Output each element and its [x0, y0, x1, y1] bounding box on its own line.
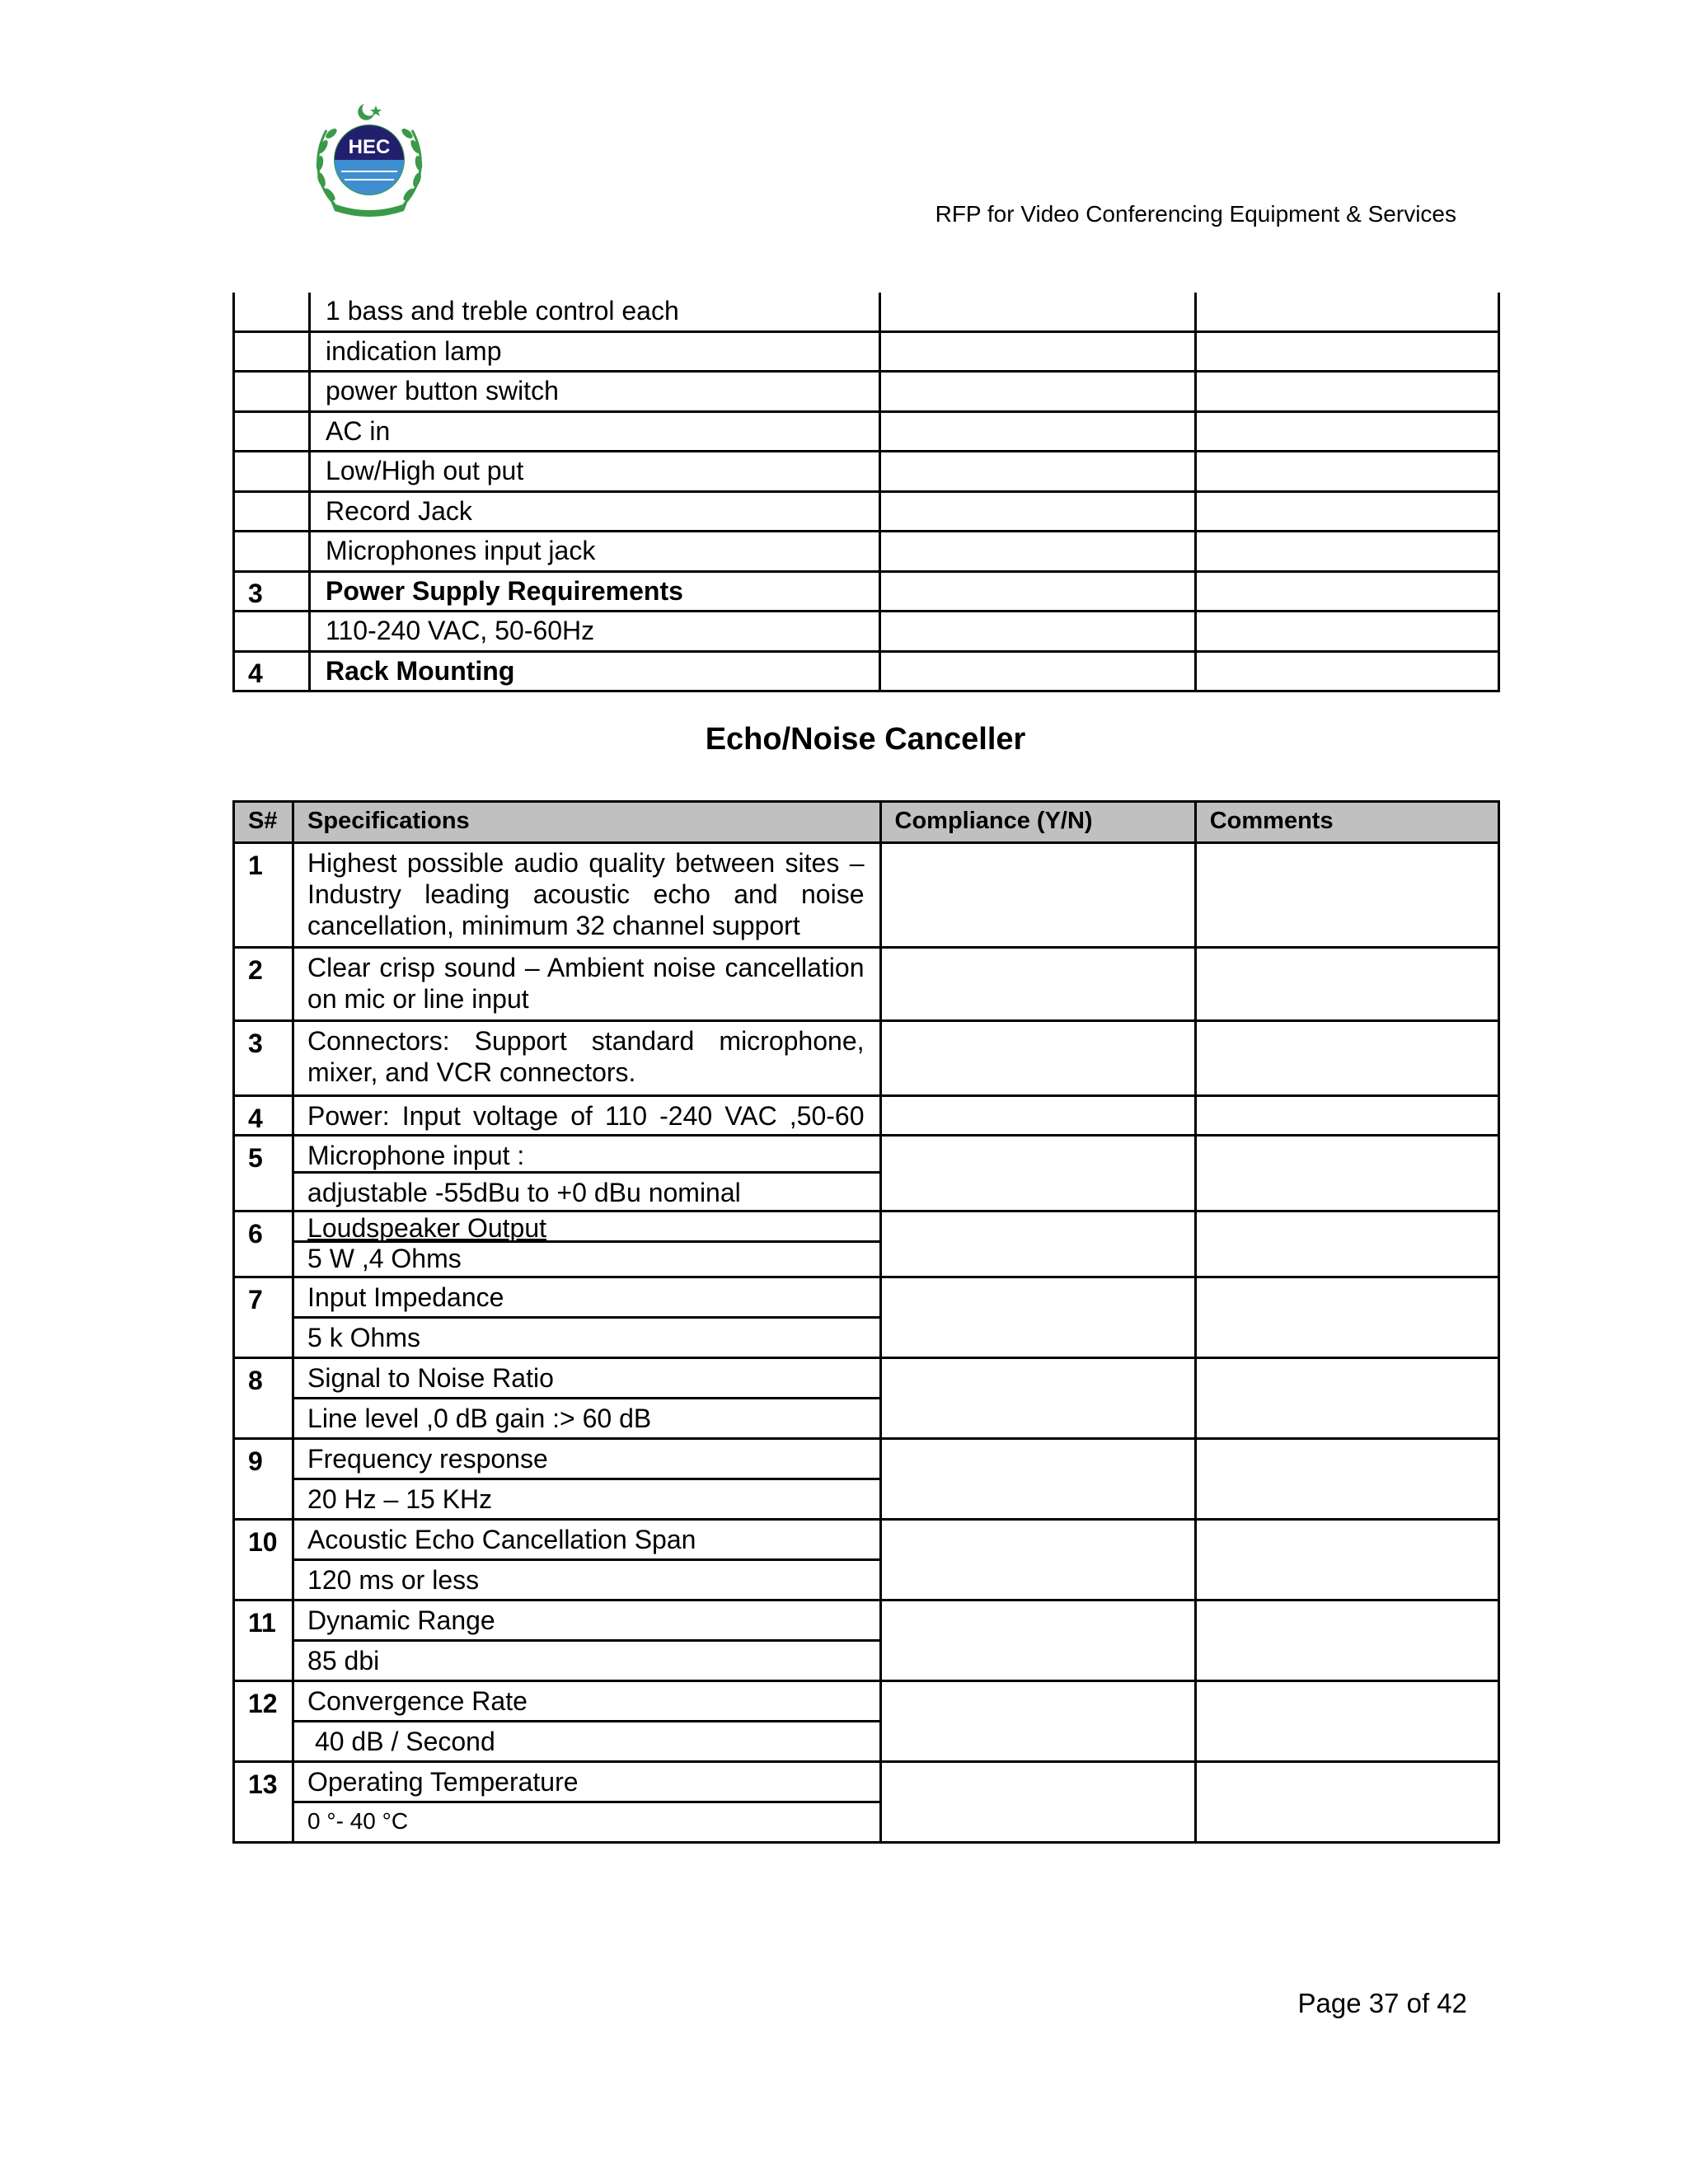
table-row — [234, 293, 1499, 331]
compliance-cell[interactable] — [880, 1681, 1195, 1762]
spec-heading-cell: Power Supply Requirements — [310, 571, 880, 612]
comments-cell[interactable] — [1195, 1021, 1498, 1096]
table-row — [234, 1520, 1499, 1560]
spec-label-cell: Microphone input : — [293, 1136, 880, 1173]
column-header-comments: Comments — [1195, 802, 1498, 843]
comments-cell[interactable] — [1195, 843, 1498, 948]
spec-cell: Connectors: Support standard microphone, mixer, and VCR connectors. — [293, 1021, 880, 1096]
comments-cell[interactable] — [1195, 1520, 1498, 1601]
spec-value-cell: Line level ,0 dB gain :> 60 dB — [293, 1399, 880, 1439]
table-row — [234, 411, 1499, 452]
spec-label-cell: Acoustic Echo Cancellation Span — [293, 1520, 880, 1560]
sn-cell — [234, 532, 310, 572]
spec-cell: AC in — [310, 411, 880, 452]
table-row — [234, 452, 1499, 492]
spec-cell: 110-240 VAC, 50-60Hz — [310, 612, 880, 652]
table-row — [234, 1096, 1499, 1136]
comments-cell[interactable] — [1195, 532, 1498, 572]
hec-logo-icon — [307, 97, 432, 223]
comments-cell[interactable] — [1195, 1762, 1498, 1843]
spec-cell: Clear crisp sound – Ambient noise cancellation on mic or line input — [293, 948, 880, 1021]
spec-value-cell: adjustable -55dBu to +0 dBu nominal — [293, 1173, 880, 1212]
compliance-cell[interactable] — [880, 1762, 1195, 1843]
compliance-cell[interactable] — [880, 331, 1195, 372]
compliance-cell[interactable] — [880, 1212, 1195, 1277]
column-header-compliance: Compliance (Y/N) — [880, 802, 1195, 843]
spec-cell: Low/High out put — [310, 452, 880, 492]
sn-cell: 12 — [234, 1681, 293, 1762]
comments-cell[interactable] — [1195, 452, 1498, 492]
compliance-cell[interactable] — [880, 532, 1195, 572]
table-row — [234, 948, 1499, 1021]
sn-cell — [234, 411, 310, 452]
document-header — [824, 201, 1648, 227]
compliance-cell[interactable] — [880, 452, 1195, 492]
section-title: Echo/Noise Canceller — [705, 722, 1026, 757]
sn-cell: 2 — [234, 948, 293, 1021]
table-row — [234, 1212, 1499, 1242]
table-row — [234, 1681, 1499, 1722]
spec-cell: Microphones input jack — [310, 532, 880, 572]
column-header-sn: S# — [234, 802, 293, 843]
spec-label-cell: Loudspeaker Output — [293, 1212, 880, 1242]
spec-value-cell: 20 Hz – 15 KHz — [293, 1479, 880, 1520]
spec-value-cell: 85 dbi — [293, 1641, 880, 1681]
comments-cell[interactable] — [1195, 651, 1498, 691]
spec-value-cell: 5 W ,4 Ohms — [293, 1242, 880, 1277]
compliance-cell[interactable] — [880, 1358, 1195, 1439]
sn-cell: 4 — [234, 1096, 293, 1136]
sn-cell: 6 — [234, 1212, 293, 1277]
compliance-cell[interactable] — [880, 571, 1195, 612]
spec-value-cell: 120 ms or less — [293, 1560, 880, 1601]
comments-cell[interactable] — [1195, 293, 1498, 331]
compliance-cell[interactable] — [880, 651, 1195, 691]
table-header-row — [234, 802, 1499, 843]
compliance-cell[interactable] — [880, 843, 1195, 948]
spec-value-cell: 0 °- 40 °C — [293, 1802, 880, 1843]
compliance-cell[interactable] — [880, 1277, 1195, 1358]
spec-heading-cell: Rack Mounting — [310, 651, 880, 691]
spec-label-cell: Convergence Rate — [293, 1681, 880, 1722]
table-row — [234, 1021, 1499, 1096]
column-header-specifications: Specifications — [293, 802, 880, 843]
spec-label-cell: Frequency response — [293, 1439, 880, 1479]
table-row — [234, 651, 1499, 691]
table-row — [234, 612, 1499, 652]
comments-cell[interactable] — [1195, 948, 1498, 1021]
spec-label-cell: Input Impedance — [293, 1277, 880, 1318]
comments-cell[interactable] — [1195, 1358, 1498, 1439]
spec-cell: indication lamp — [310, 331, 880, 372]
sn-cell: 5 — [234, 1136, 293, 1212]
comments-cell[interactable] — [1195, 1439, 1498, 1520]
document-header-title: RFP for Video Conferencing Equipment & Services — [935, 201, 1456, 227]
comments-cell[interactable] — [1195, 571, 1498, 612]
compliance-cell[interactable] — [880, 948, 1195, 1021]
sn-cell — [234, 331, 310, 372]
sn-cell: 11 — [234, 1601, 293, 1681]
table-row — [234, 843, 1499, 948]
compliance-cell[interactable] — [880, 1136, 1195, 1212]
compliance-cell[interactable] — [880, 1439, 1195, 1520]
table-row — [234, 331, 1499, 372]
sn-cell: 9 — [234, 1439, 293, 1520]
comments-cell[interactable] — [1195, 491, 1498, 532]
sn-cell — [234, 293, 310, 331]
spec-cell: Highest possible audio quality between sites – Industry leading acoustic echo and noise cancellation, minimum 32 channel support — [293, 843, 880, 948]
sn-cell: 13 — [234, 1762, 293, 1843]
spec-value-cell: 40 dB / Second — [293, 1722, 880, 1762]
comments-cell[interactable] — [1195, 1136, 1498, 1212]
table-row — [234, 491, 1499, 532]
audio-mixer-spec-table — [232, 293, 1500, 692]
sn-cell: 3 — [234, 1021, 293, 1096]
table-row — [234, 571, 1499, 612]
compliance-cell[interactable] — [880, 612, 1195, 652]
sn-cell: 3 — [234, 571, 310, 612]
table-row — [234, 532, 1499, 572]
table-row — [234, 1601, 1499, 1641]
sn-cell: 4 — [234, 651, 310, 691]
table-row — [234, 1358, 1499, 1399]
spec-label-cell: Operating Temperature — [293, 1762, 880, 1802]
compliance-cell[interactable] — [880, 1601, 1195, 1681]
sn-cell: 8 — [234, 1358, 293, 1439]
table-row — [234, 372, 1499, 412]
sn-cell: 7 — [234, 1277, 293, 1358]
table-row — [234, 1277, 1499, 1318]
comments-cell[interactable] — [1195, 411, 1498, 452]
spec-cell: 1 bass and treble control each — [310, 293, 880, 331]
spec-label-cell: Dynamic Range — [293, 1601, 880, 1641]
sn-cell — [234, 491, 310, 532]
comments-cell[interactable] — [1195, 612, 1498, 652]
sn-cell: 10 — [234, 1520, 293, 1601]
spec-cell: Record Jack — [310, 491, 880, 532]
sn-cell: 1 — [234, 843, 293, 948]
comments-cell[interactable] — [1195, 1277, 1498, 1358]
table-row — [234, 1136, 1499, 1173]
spec-cell: Power: Input voltage of 110 -240 VAC ,50-60 — [293, 1096, 880, 1136]
compliance-cell[interactable] — [880, 293, 1195, 331]
comments-cell[interactable] — [1195, 331, 1498, 372]
sn-cell — [234, 372, 310, 412]
svg-text:HEC: HEC — [348, 136, 391, 158]
table-row — [234, 1439, 1499, 1479]
comments-cell[interactable] — [1195, 1096, 1498, 1136]
page-number: Page 37 of 42 — [1297, 1988, 1467, 2018]
comments-cell[interactable] — [1195, 1601, 1498, 1681]
spec-value-cell: 5 k Ohms — [293, 1318, 880, 1358]
compliance-cell[interactable] — [880, 491, 1195, 532]
spec-cell: power button switch — [310, 372, 880, 412]
echo-canceller-spec-table — [232, 800, 1500, 1844]
sn-cell — [234, 612, 310, 652]
compliance-cell[interactable] — [880, 411, 1195, 452]
sn-cell — [234, 452, 310, 492]
comments-cell[interactable] — [1195, 372, 1498, 412]
compliance-cell[interactable] — [880, 1520, 1195, 1601]
compliance-cell[interactable] — [880, 372, 1195, 412]
compliance-cell[interactable] — [880, 1096, 1195, 1136]
comments-cell[interactable] — [1195, 1681, 1498, 1762]
compliance-cell[interactable] — [880, 1021, 1195, 1096]
comments-cell[interactable] — [1195, 1212, 1498, 1277]
spec-label-cell: Signal to Noise Ratio — [293, 1358, 880, 1399]
table-row — [234, 1762, 1499, 1802]
